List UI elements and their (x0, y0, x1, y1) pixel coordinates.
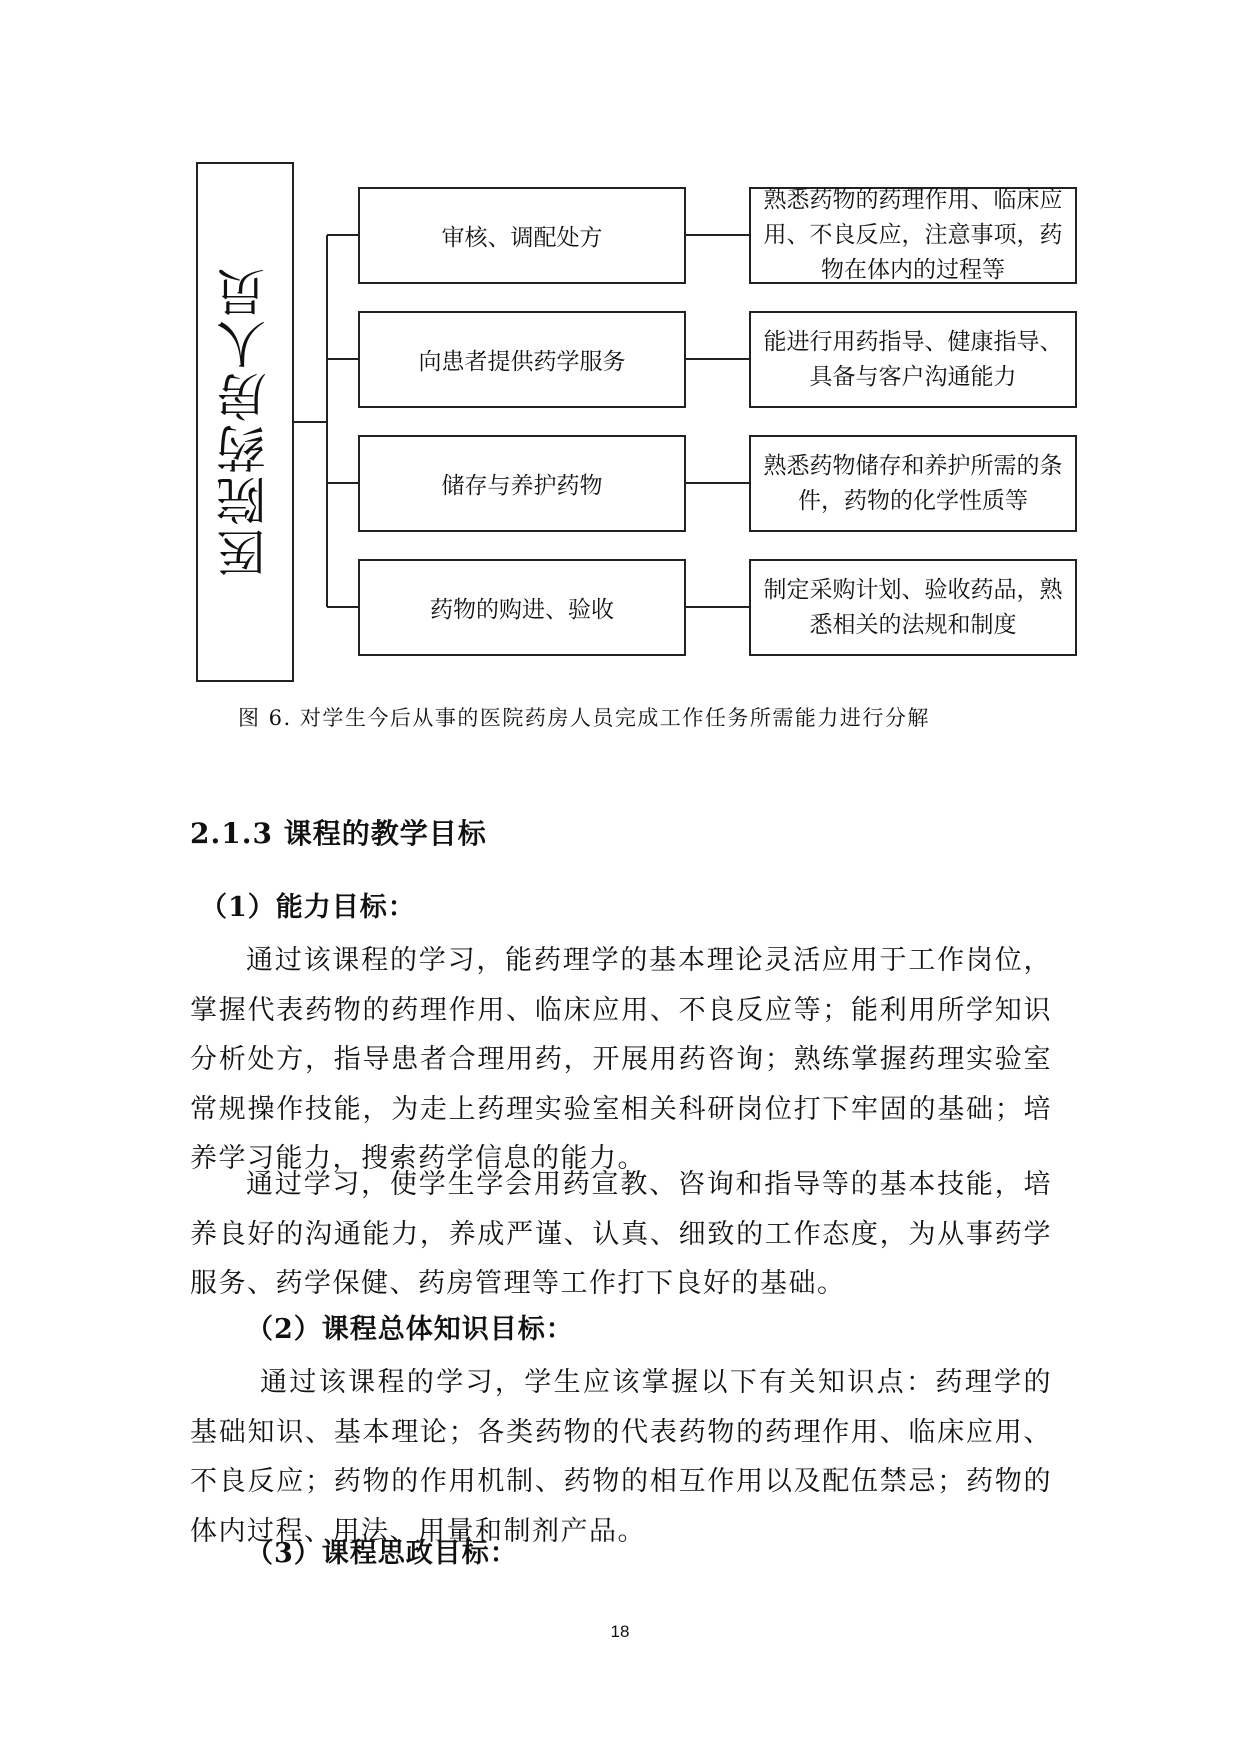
subheading-knowledge-goals: （2）课程总体知识目标： (246, 1314, 574, 1345)
task-node-4: 药物的购进、验收 (358, 559, 686, 656)
ability-decomposition-diagram (0, 0, 1240, 700)
ability-node-4: 制定采购计划、验收药品，熟悉相关的法规和制度 (749, 559, 1077, 656)
task-node-3: 储存与养护药物 (358, 435, 686, 532)
paragraph-ability-2: 通过学习，使学生学会用药宣教、咨询和指导等的基本技能，培养良好的沟通能力，养成严谨、认真、细致的工作态度，为从事药学服务、药学保健、药房管理等工作打下良好的基础。 (190, 1169, 1052, 1299)
paragraph-ability-1: 通过该课程的学习，能药理学的基本理论灵活应用于工作岗位，掌握代表药物的药理作用、临床应用、不良反应等；能利用所学知识分析处方，指导患者合理用药，开展用药咨询；熟练掌握药理实验室常规操作技能，为走上药理实验室相关科研岗位打下牢固的基础；培养学习能力，搜索药学信息的能力。 (190, 945, 1052, 1174)
ability-node-1: 熟悉药物的药理作用、临床应用、不良反应，注意事项，药物在体内的过程等 (749, 187, 1077, 284)
task-node-1: 审核、调配处方 (358, 187, 686, 284)
ability-node-3: 熟悉药物储存和养护所需的条件，药物的化学性质等 (749, 435, 1077, 532)
subheading-ideology-goals: （3）课程思政目标： (246, 1538, 518, 1569)
task-node-2: 向患者提供药学服务 (358, 311, 686, 408)
root-node-box (196, 162, 294, 682)
paragraph-knowledge: 通过该课程的学习，学生应该掌握以下有关知识点：药理学的基础知识、基本理论；各类药物的代表药物的药理作用、临床应用、不良反应；药物的作用机制、药物的相互作用以及配伍禁忌；药物的体内过程、用法、用量和制剂产品。 (190, 1367, 1052, 1547)
subheading-ability-goals: （1）能力目标： (200, 892, 416, 923)
figure-caption: 图 6. 对学生今后从事的医院药房人员完成工作任务所需能力进行分解 (238, 706, 930, 730)
ability-node-2: 能进行用药指导、健康指导、具备与客户沟通能力 (749, 311, 1077, 408)
section-heading: 2.1.3 课程的教学目标 (190, 817, 487, 850)
page-number: 18 (610, 1622, 630, 1641)
root-node-label: 医院药房人员 (216, 266, 274, 578)
